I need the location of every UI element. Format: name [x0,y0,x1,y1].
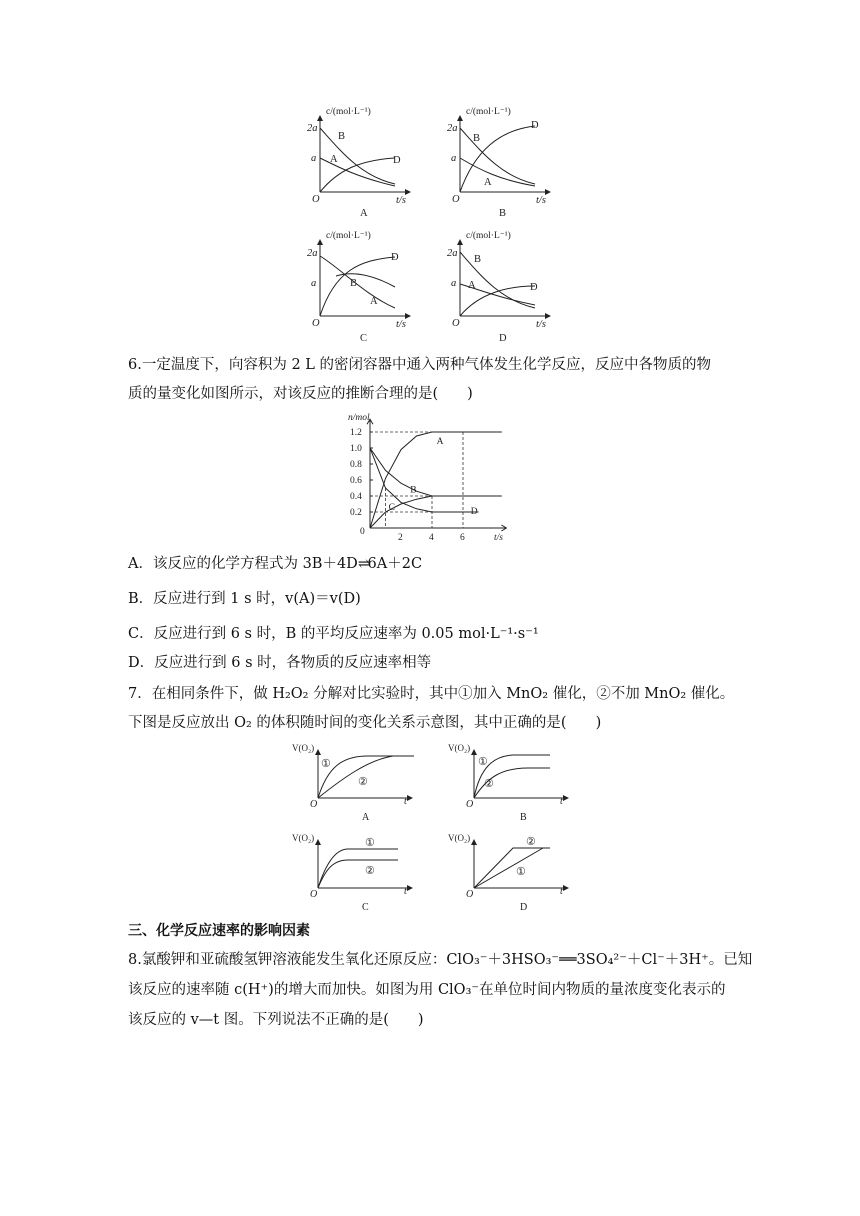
svg-text:t/s: t/s [396,319,406,330]
svg-text:①: ① [365,837,375,849]
svg-text:O: O [466,799,474,810]
svg-text:O: O [312,194,320,205]
svg-text:t: t [560,886,563,897]
svg-text:D: D [391,252,399,263]
y-tick-label: 1.0 [350,444,362,454]
svg-text:A: A [468,280,476,291]
svg-text:②: ② [526,836,536,848]
q5-caption-d: D [499,333,507,344]
svg-text:V(O₂): V(O₂) [448,743,471,753]
q7-graphs [288,738,588,914]
svg-text:2a: 2a [307,248,318,259]
y-tick-label: 0.4 [350,492,362,502]
x-tick-label: 4 [429,533,434,543]
svg-text:a: a [311,153,317,164]
origin-label: 0 [360,527,365,537]
x-tick-label: 2 [398,533,403,543]
svg-text:t/s: t/s [396,195,406,206]
svg-text:A: A [484,177,492,188]
svg-text:a: a [311,278,317,289]
svg-text:B: B [350,278,358,289]
q6-chart [346,410,522,544]
svg-text:2a: 2a [307,123,318,134]
q5-graphs [300,100,560,346]
q7-stem-line-2: 下图是反应放出 O₂ 的体积随时间的变化关系示意图，其中正确的是( ) [128,715,602,731]
q5-y-label-b: c/(mol·L⁻¹) [466,107,511,117]
svg-text:O: O [466,889,474,900]
y-tick-label: 0.2 [350,508,362,518]
svg-text:O: O [452,318,460,329]
q7-caption-b: B [520,812,527,823]
q6-option-a: A．该反应的化学方程式为 3B＋4D⇌6A＋2C [128,556,423,572]
q8-stem-line-3: 该反应的 v—t 图。下列说法不正确的是( ) [128,1012,424,1028]
svg-text:a: a [451,153,457,164]
svg-text:B: B [338,131,346,142]
y-tick-label: 1.2 [350,428,362,438]
x-axis-label: t/s [494,533,503,543]
q6-option-d: D．反应进行到 6 s 时，各物质的反应速率相等 [128,655,432,671]
series-label-a: A [436,437,444,447]
q6-stem-line-1: 6.一定温度下，向容积为 2 L 的密闭容器中通入两种气体发生化学反应，反应中各物质的物 [128,357,712,373]
svg-text:②: ② [365,865,375,877]
svg-text:t/s: t/s [536,319,546,330]
svg-text:t: t [404,796,407,807]
series-line-d [370,448,479,512]
y-tick-label: 0.8 [350,460,362,470]
svg-text:①: ① [516,866,526,878]
svg-text:②: ② [484,778,494,790]
series-line-b [370,448,502,496]
series-label-b: B [410,485,417,496]
x-tick-label: 6 [460,533,465,543]
svg-text:D: D [531,120,539,131]
svg-text:B: B [474,254,482,265]
q6-stem-line-2: 质的量变化如图所示，对该反应的推断合理的是( ) [128,386,473,402]
series-label-c: C [388,503,395,513]
y-axis-label: n/mol [348,413,370,423]
q5-caption-c: C [360,333,368,344]
svg-text:A: A [370,296,378,307]
svg-text:2a: 2a [447,123,458,134]
svg-text:V(O₂): V(O₂) [292,833,315,843]
svg-text:D: D [393,155,401,166]
svg-text:t: t [560,796,563,807]
q5-y-label-d: c/(mol·L⁻¹) [466,231,511,241]
y-tick-label: 0.6 [350,476,362,486]
q7-stem-line-1: 7．在相同条件下，做 H₂O₂ 分解对比实验时，其中①加入 MnO₂ 催化，②不加 MnO₂ 催化。 [128,686,735,702]
svg-text:t: t [404,886,407,897]
q5-y-label-c: c/(mol·L⁻¹) [326,231,371,241]
svg-text:D: D [530,282,538,293]
series-label-d: D [470,507,478,517]
q5-y-label-a: c/(mol·L⁻¹) [326,107,371,117]
section-3-heading: 三、化学反应速率的影响因素 [128,923,310,939]
svg-text:t/s: t/s [536,195,546,206]
svg-text:O: O [310,889,318,900]
svg-text:A: A [330,154,338,165]
svg-text:O: O [452,194,460,205]
svg-text:②: ② [358,776,368,788]
q8-stem-line-1: 8.氯酸钾和亚硫酸氢钾溶液能发生氧化还原反应：ClO₃⁻＋3HSO₃⁻══3SO₄²⁻＋Cl⁻＋3H⁺。已知 [128,952,753,968]
svg-text:①: ① [321,758,331,770]
svg-text:B: B [473,133,481,144]
equilibrium-arrow-icon: ⇌ [357,556,368,572]
q7-caption-d: D [520,902,528,913]
q8-stem-line-2: 该反应的速率随 c(H⁺)的增大而加快。如图为用 ClO₃⁻在单位时间内物质的量浓度变化表示的 [128,982,726,998]
svg-text:V(O₂): V(O₂) [292,743,315,753]
q7-caption-a: A [362,812,370,823]
svg-text:O: O [312,318,320,329]
svg-text:V(O₂): V(O₂) [448,833,471,843]
svg-text:a: a [451,278,457,289]
q6-option-b: B．反应进行到 1 s 时，v(A)＝v(D) [128,591,361,607]
svg-text:①: ① [478,756,488,768]
svg-text:2a: 2a [447,248,458,259]
q7-caption-c: C [362,902,369,913]
q5-caption-b: B [499,208,507,219]
q6-option-c: C．反应进行到 6 s 时，B 的平均反应速率为 0.05 mol·L⁻¹·s⁻¹ [128,626,539,642]
q5-caption-a: A [360,208,368,219]
svg-text:O: O [310,799,318,810]
x-axis [370,525,506,531]
